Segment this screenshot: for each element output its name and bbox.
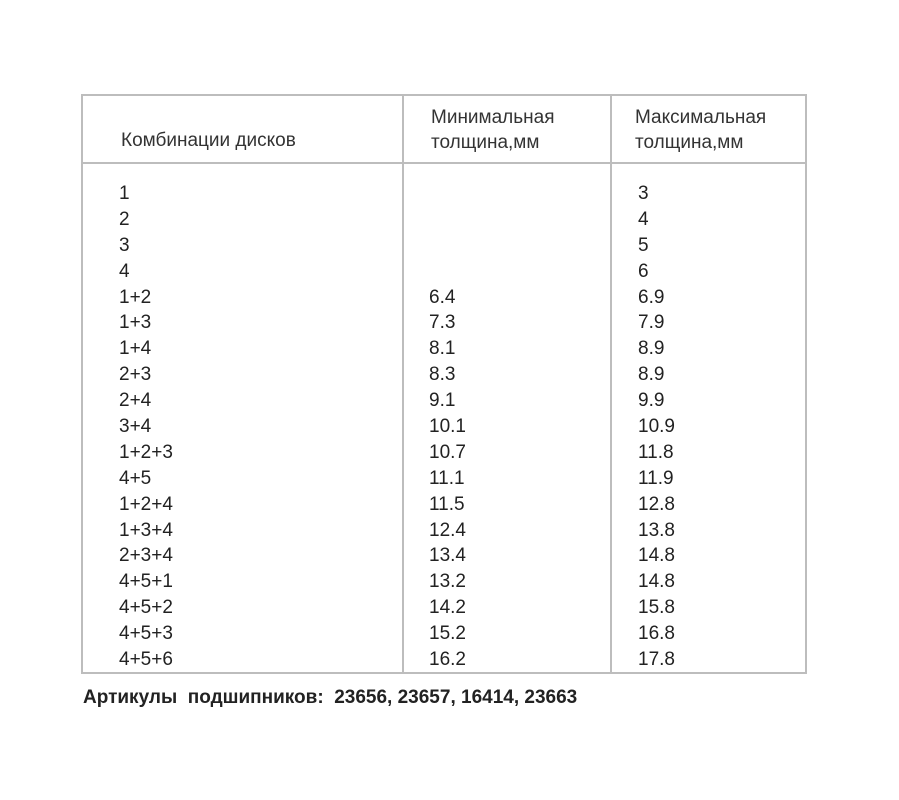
combination-cell: 2+4	[119, 390, 152, 412]
min-thickness-cell: 7.3	[429, 312, 456, 334]
max-thickness-cell: 8.9	[638, 364, 665, 386]
combinations-column	[119, 181, 173, 673]
combination-cell: 4+5+3	[119, 623, 173, 645]
min-thickness-cell: 8.3	[429, 364, 456, 386]
combination-cell: 4+5	[119, 467, 152, 489]
combination-cell: 4+5+6	[119, 649, 173, 671]
min-thickness-cell: 13.4	[429, 545, 466, 567]
min-thickness-cell: 8.1	[429, 338, 456, 360]
max-thickness-cell: 6	[638, 260, 649, 282]
combination-cell: 1+4	[119, 338, 152, 360]
min-thickness-cell	[429, 233, 466, 259]
column-divider	[610, 96, 612, 672]
max-thickness-cell: 7.9	[638, 312, 665, 334]
combination-cell: 4+5+2	[119, 597, 173, 619]
max-thickness-cell: 12.8	[638, 493, 675, 515]
min-thickness-cell	[429, 207, 466, 233]
max-thickness-cell: 16.8	[638, 623, 675, 645]
header-divider	[83, 162, 805, 164]
max-thickness-cell: 9.9	[638, 390, 665, 412]
header-min-line1: Минимальная	[431, 107, 555, 128]
max-thickness-cell: 17.8	[638, 649, 675, 671]
max-thickness-cell: 11.9	[638, 467, 674, 489]
combination-cell: 4	[119, 260, 130, 282]
max-thickness-cell: 8.9	[638, 338, 665, 360]
combination-cell: 2	[119, 208, 130, 230]
min-thickness-cell: 9.1	[429, 390, 456, 412]
min-thickness-cell: 16.2	[429, 649, 466, 671]
min-thickness-cell: 10.1	[429, 416, 466, 438]
header-max-line1: Максимальная	[635, 107, 767, 128]
min-thickness-cell	[429, 181, 466, 207]
header-max-line2: толщина,мм	[635, 132, 744, 153]
combination-cell: 1+3	[119, 312, 152, 334]
min-thickness-cell: 14.2	[429, 597, 466, 619]
header-combination-text: Комбинации дисков	[121, 130, 296, 151]
header-min-thickness	[431, 105, 555, 155]
combination-cell: 1+3+4	[119, 519, 173, 541]
min-thickness-cell: 15.2	[429, 623, 466, 645]
max-thickness-cell: 4	[638, 208, 649, 230]
combination-cell: 1+2	[119, 286, 152, 308]
max-thickness-cell: 15.8	[638, 597, 675, 619]
max-thickness-cell: 14.8	[638, 545, 675, 567]
min-thickness-cell: 13.2	[429, 571, 466, 593]
combination-cell: 1+2+3	[119, 441, 173, 463]
min-thickness-cell	[429, 259, 466, 285]
combination-cell: 2+3+4	[119, 545, 173, 567]
combination-cell: 1	[119, 183, 130, 204]
min-thickness-column	[429, 181, 466, 673]
header-max-thickness	[635, 105, 766, 155]
max-thickness-cell: 14.8	[638, 571, 675, 593]
thickness-table	[81, 94, 807, 674]
combination-cell: 3+4	[119, 416, 152, 438]
combination-cell: 2+3	[119, 364, 152, 386]
max-thickness-cell: 3	[638, 183, 649, 204]
min-thickness-cell: 10.7	[429, 441, 466, 463]
max-thickness-cell: 5	[638, 234, 649, 256]
header-combination	[121, 128, 296, 153]
max-thickness-column	[638, 181, 675, 673]
min-thickness-cell: 11.1	[429, 467, 465, 489]
min-thickness-cell: 12.4	[429, 519, 466, 541]
combination-cell: 4+5+1	[119, 571, 173, 593]
max-thickness-cell: 10.9	[638, 416, 675, 438]
min-thickness-cell: 11.5	[429, 493, 465, 515]
min-thickness-cell: 6.4	[429, 286, 456, 308]
max-thickness-cell: 6.9	[638, 286, 665, 308]
max-thickness-cell: 11.8	[638, 441, 674, 463]
combination-cell: 1+2+4	[119, 493, 173, 515]
max-thickness-cell: 13.8	[638, 519, 675, 541]
column-divider	[402, 96, 404, 672]
bearing-articles: Артикулы подшипников: 23656, 23657, 16414, 23663	[83, 687, 578, 708]
header-min-line2: толщина,мм	[431, 132, 540, 153]
combination-cell: 3	[119, 234, 130, 256]
